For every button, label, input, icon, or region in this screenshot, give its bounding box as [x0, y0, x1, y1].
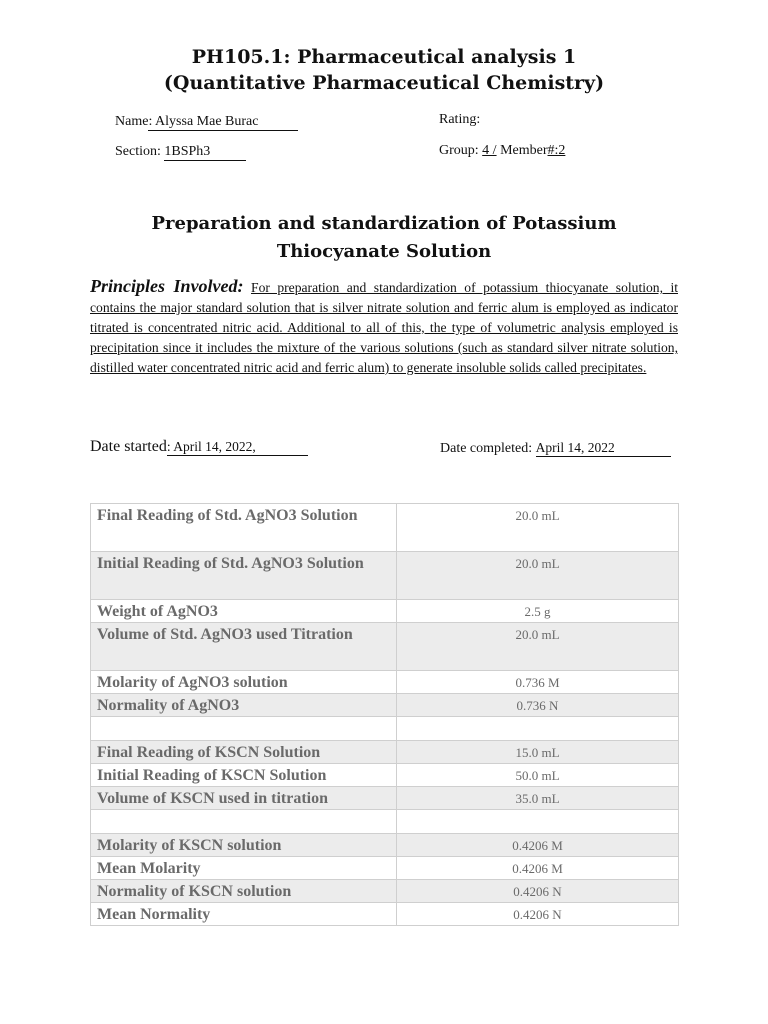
row-label: Mean Molarity — [91, 857, 397, 880]
table-row — [91, 694, 679, 717]
date-completed-value: April 14, 2022 — [536, 440, 671, 457]
document-title — [0, 210, 768, 266]
row-value: 20.0 mL — [397, 504, 679, 552]
course-title-line2: (Quantitative Pharmaceutical Chemistry) — [163, 72, 605, 94]
document-title-line1: Preparation and standardization of Potassium — [151, 213, 617, 234]
row-label — [91, 717, 397, 741]
document-title-line2: Thiocyanate Solution — [276, 241, 492, 262]
group-label: Group: — [439, 143, 483, 158]
row-label: Molarity of KSCN solution — [91, 834, 397, 857]
table-spacer-row — [91, 810, 679, 834]
row-value: 20.0 mL — [397, 552, 679, 600]
name-field — [115, 114, 298, 131]
name-value: : Alyssa Mae Burac — [148, 114, 298, 131]
row-label: Molarity of AgNO3 solution — [91, 671, 397, 694]
principles-text: For preparation and standardization of potassium thiocyanate solution, it contains the major standard solution that is silver nitrate solution and ferric alum is employed as indicator titrated is concentrated nitric acid. Additional to all of this, the type of volumetric analysis employed is precipitation since it includes the mixture of the various solutions (such as standard silver nitrate solution, distilled water concentrated nitric acid and ferric alum) to generate insoluble solids called precipitates. — [90, 280, 678, 375]
table-row — [91, 600, 679, 623]
group-field — [439, 143, 565, 159]
row-value — [397, 810, 679, 834]
section-field — [115, 144, 246, 161]
section-label: Section: — [115, 144, 165, 159]
results-table — [90, 503, 679, 926]
table-row — [91, 504, 679, 552]
row-value: 2.5 g — [397, 600, 679, 623]
member-value: #:2 — [547, 143, 566, 158]
table-row — [91, 903, 679, 926]
row-value: 50.0 mL — [397, 764, 679, 787]
table-spacer-row — [91, 717, 679, 741]
row-value: 35.0 mL — [397, 787, 679, 810]
row-label: Initial Reading of Std. AgNO3 Solution — [91, 552, 397, 600]
date-completed-field — [440, 440, 671, 457]
date-started-field — [90, 438, 308, 456]
table-row — [91, 787, 679, 810]
row-value: 20.0 mL — [397, 623, 679, 671]
row-value: 0.4206 N — [397, 903, 679, 926]
date-started-label: Date started — [90, 438, 167, 455]
rating-label: Rating: — [439, 112, 481, 127]
member-label: Member — [496, 143, 548, 158]
table-row — [91, 764, 679, 787]
row-value — [397, 717, 679, 741]
table-row — [91, 880, 679, 903]
row-label: Normality of KSCN solution — [91, 880, 397, 903]
row-label: Weight of AgNO3 — [91, 600, 397, 623]
section-value: 1BSPh3 — [164, 144, 246, 161]
date-started-value: : April 14, 2022, — [167, 439, 308, 456]
row-label: Initial Reading of KSCN Solution — [91, 764, 397, 787]
course-title-line1: PH105.1: Pharmaceutical analysis 1 — [191, 46, 577, 68]
table-row — [91, 552, 679, 600]
row-value: 0.736 M — [397, 671, 679, 694]
row-label: Mean Normality — [91, 903, 397, 926]
name-label: Name — [115, 114, 149, 129]
row-value: 0.4206 M — [397, 857, 679, 880]
course-title — [0, 44, 768, 96]
date-completed-label: Date completed: — [440, 441, 536, 456]
row-label: Final Reading of KSCN Solution — [91, 741, 397, 764]
principles-heading: Principles Involved: — [90, 276, 244, 296]
row-label: Final Reading of Std. AgNO3 Solution — [91, 504, 397, 552]
row-value: 0.736 N — [397, 694, 679, 717]
table-row — [91, 857, 679, 880]
row-label: Normality of AgNO3 — [91, 694, 397, 717]
table-row — [91, 741, 679, 764]
table-row — [91, 623, 679, 671]
row-value: 15.0 mL — [397, 741, 679, 764]
row-value: 0.4206 M — [397, 834, 679, 857]
table-row — [91, 671, 679, 694]
row-label: Volume of Std. AgNO3 used Titration — [91, 623, 397, 671]
row-label — [91, 810, 397, 834]
principles-section — [90, 276, 678, 378]
row-label: Volume of KSCN used in titration — [91, 787, 397, 810]
table-row — [91, 834, 679, 857]
row-value: 0.4206 N — [397, 880, 679, 903]
group-value: 4 / — [482, 143, 497, 158]
